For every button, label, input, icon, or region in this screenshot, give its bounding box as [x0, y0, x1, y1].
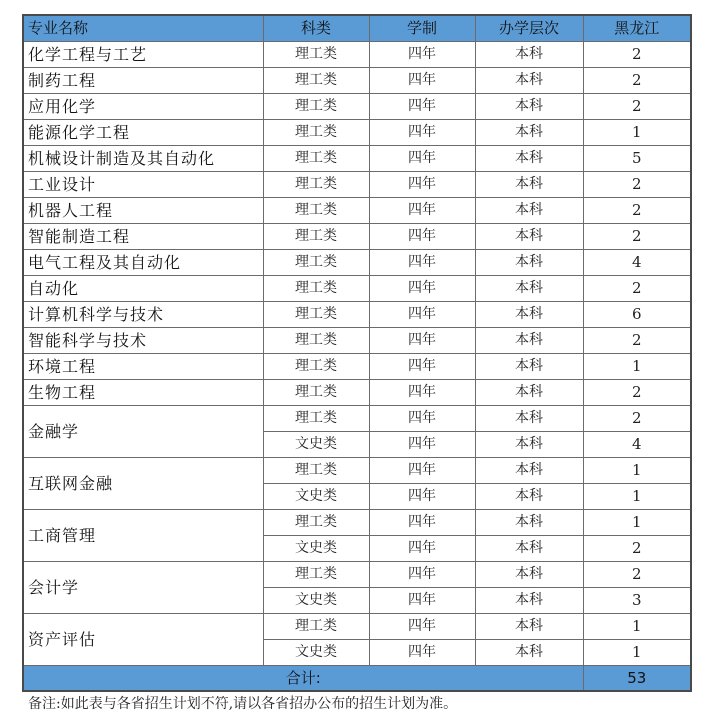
- quota-cell: 2: [583, 380, 691, 406]
- quota-cell: 1: [583, 510, 691, 536]
- level-cell: 本科: [475, 406, 583, 432]
- table-row: [23, 120, 691, 146]
- level-cell: 本科: [475, 510, 583, 536]
- duration-cell: 四年: [369, 510, 475, 536]
- major-name-cell: 会计学: [23, 562, 263, 614]
- category-cell: 文史类: [263, 432, 369, 458]
- level-cell: 本科: [475, 120, 583, 146]
- category-cell: 理工类: [263, 510, 369, 536]
- quota-cell: 6: [583, 302, 691, 328]
- category-cell: 理工类: [263, 354, 369, 380]
- level-cell: 本科: [475, 146, 583, 172]
- quota-cell: 2: [583, 198, 691, 224]
- major-name-cell: 工商管理: [23, 510, 263, 562]
- quota-cell: 2: [583, 224, 691, 250]
- total-label: 合计:: [23, 666, 583, 692]
- major-name-cell: 机器人工程: [23, 198, 263, 224]
- quota-cell: 3: [583, 588, 691, 614]
- quota-cell: 2: [583, 42, 691, 68]
- level-cell: 本科: [475, 42, 583, 68]
- major-name-cell: 应用化学: [23, 94, 263, 120]
- level-cell: 本科: [475, 458, 583, 484]
- quota-cell: 2: [583, 328, 691, 354]
- duration-cell: 四年: [369, 250, 475, 276]
- quota-cell: 2: [583, 68, 691, 94]
- quota-cell: 1: [583, 640, 691, 666]
- header-level: 办学层次: [475, 15, 583, 42]
- duration-cell: 四年: [369, 146, 475, 172]
- duration-cell: 四年: [369, 484, 475, 510]
- table-row: [23, 458, 691, 484]
- category-cell: 理工类: [263, 94, 369, 120]
- category-cell: 理工类: [263, 458, 369, 484]
- total-value: 53: [583, 666, 691, 692]
- quota-cell: 1: [583, 484, 691, 510]
- level-cell: 本科: [475, 614, 583, 640]
- table-row: [23, 380, 691, 406]
- duration-cell: 四年: [369, 198, 475, 224]
- level-cell: 本科: [475, 588, 583, 614]
- duration-cell: 四年: [369, 302, 475, 328]
- table-row: [23, 224, 691, 250]
- level-cell: 本科: [475, 536, 583, 562]
- level-cell: 本科: [475, 354, 583, 380]
- major-name-cell: 工业设计: [23, 172, 263, 198]
- major-name-cell: 环境工程: [23, 354, 263, 380]
- category-cell: 理工类: [263, 328, 369, 354]
- quota-cell: 1: [583, 614, 691, 640]
- duration-cell: 四年: [369, 276, 475, 302]
- level-cell: 本科: [475, 640, 583, 666]
- quota-cell: 2: [583, 276, 691, 302]
- major-name-cell: 生物工程: [23, 380, 263, 406]
- table-row: [23, 406, 691, 432]
- major-name-cell: 制药工程: [23, 68, 263, 94]
- category-cell: 理工类: [263, 406, 369, 432]
- quota-cell: 1: [583, 458, 691, 484]
- major-name-cell: 智能制造工程: [23, 224, 263, 250]
- duration-cell: 四年: [369, 380, 475, 406]
- quota-cell: 2: [583, 94, 691, 120]
- major-name-cell: 能源化学工程: [23, 120, 263, 146]
- major-name-cell: 电气工程及其自动化: [23, 250, 263, 276]
- total-row: [23, 666, 691, 692]
- category-cell: 文史类: [263, 640, 369, 666]
- duration-cell: 四年: [369, 640, 475, 666]
- quota-cell: 2: [583, 172, 691, 198]
- table-header-row: [23, 15, 691, 42]
- level-cell: 本科: [475, 484, 583, 510]
- level-cell: 本科: [475, 198, 583, 224]
- category-cell: 理工类: [263, 224, 369, 250]
- quota-cell: 2: [583, 562, 691, 588]
- table-body: [23, 42, 691, 692]
- level-cell: 本科: [475, 224, 583, 250]
- category-cell: 理工类: [263, 120, 369, 146]
- level-cell: 本科: [475, 302, 583, 328]
- enrollment-plan-table: [22, 14, 692, 692]
- major-name-cell: 金融学: [23, 406, 263, 458]
- table-row: [23, 354, 691, 380]
- table-row: [23, 146, 691, 172]
- table-row: [23, 94, 691, 120]
- duration-cell: 四年: [369, 588, 475, 614]
- category-cell: 理工类: [263, 250, 369, 276]
- level-cell: 本科: [475, 432, 583, 458]
- duration-cell: 四年: [369, 94, 475, 120]
- footnote: 备注:如此表与各省招生计划不符,请以各省招办公布的招生计划为准。: [28, 696, 458, 712]
- table-row: [23, 42, 691, 68]
- duration-cell: 四年: [369, 614, 475, 640]
- category-cell: 理工类: [263, 146, 369, 172]
- category-cell: 理工类: [263, 68, 369, 94]
- quota-cell: 4: [583, 250, 691, 276]
- major-name-cell: 智能科学与技术: [23, 328, 263, 354]
- quota-cell: 4: [583, 432, 691, 458]
- header-duration: 学制: [369, 15, 475, 42]
- category-cell: 理工类: [263, 276, 369, 302]
- duration-cell: 四年: [369, 328, 475, 354]
- major-name-cell: 自动化: [23, 276, 263, 302]
- table-row: [23, 250, 691, 276]
- quota-cell: 1: [583, 120, 691, 146]
- duration-cell: 四年: [369, 224, 475, 250]
- level-cell: 本科: [475, 94, 583, 120]
- duration-cell: 四年: [369, 68, 475, 94]
- table-row: [23, 562, 691, 588]
- category-cell: 理工类: [263, 198, 369, 224]
- level-cell: 本科: [475, 328, 583, 354]
- quota-cell: 5: [583, 146, 691, 172]
- category-cell: 理工类: [263, 380, 369, 406]
- header-major: 专业名称: [23, 15, 263, 42]
- duration-cell: 四年: [369, 536, 475, 562]
- category-cell: 理工类: [263, 172, 369, 198]
- level-cell: 本科: [475, 250, 583, 276]
- table-row: [23, 328, 691, 354]
- header-province: 黑龙江: [583, 15, 691, 42]
- quota-cell: 1: [583, 354, 691, 380]
- level-cell: 本科: [475, 172, 583, 198]
- major-name-cell: 资产评估: [23, 614, 263, 666]
- table-row: [23, 510, 691, 536]
- major-name-cell: 计算机科学与技术: [23, 302, 263, 328]
- major-name-cell: 化学工程与工艺: [23, 42, 263, 68]
- duration-cell: 四年: [369, 458, 475, 484]
- table-row: [23, 172, 691, 198]
- table-row: [23, 276, 691, 302]
- table-row: [23, 198, 691, 224]
- category-cell: 文史类: [263, 588, 369, 614]
- duration-cell: 四年: [369, 432, 475, 458]
- quota-cell: 2: [583, 536, 691, 562]
- category-cell: 理工类: [263, 302, 369, 328]
- category-cell: 理工类: [263, 562, 369, 588]
- enrollment-plan-table-wrapper: [22, 14, 690, 692]
- major-name-cell: 机械设计制造及其自动化: [23, 146, 263, 172]
- table-row: [23, 68, 691, 94]
- quota-cell: 2: [583, 406, 691, 432]
- level-cell: 本科: [475, 276, 583, 302]
- duration-cell: 四年: [369, 42, 475, 68]
- table-row: [23, 614, 691, 640]
- level-cell: 本科: [475, 562, 583, 588]
- duration-cell: 四年: [369, 354, 475, 380]
- category-cell: 理工类: [263, 42, 369, 68]
- header-category: 科类: [263, 15, 369, 42]
- level-cell: 本科: [475, 68, 583, 94]
- category-cell: 文史类: [263, 484, 369, 510]
- duration-cell: 四年: [369, 172, 475, 198]
- duration-cell: 四年: [369, 562, 475, 588]
- duration-cell: 四年: [369, 406, 475, 432]
- table-row: [23, 302, 691, 328]
- major-name-cell: 互联网金融: [23, 458, 263, 510]
- duration-cell: 四年: [369, 120, 475, 146]
- level-cell: 本科: [475, 380, 583, 406]
- category-cell: 文史类: [263, 536, 369, 562]
- category-cell: 理工类: [263, 614, 369, 640]
